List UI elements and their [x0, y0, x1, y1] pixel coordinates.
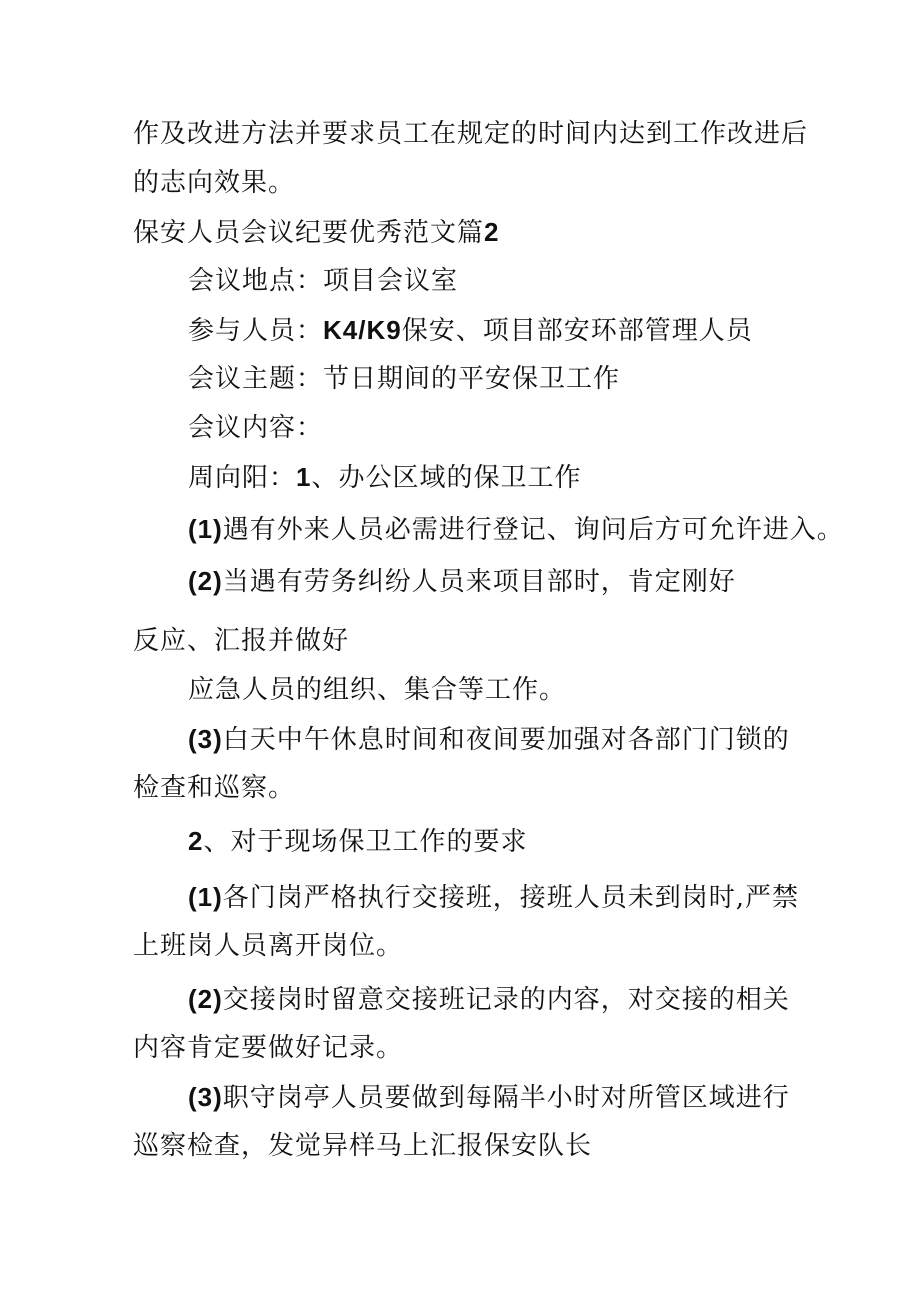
item-1-3-text-line-2: 检查和巡察。 — [133, 773, 296, 803]
item-1-1-number: (1) — [188, 514, 223, 544]
point-2-title: 、对于现场保卫工作的要求 — [203, 827, 528, 857]
item-2-3-text-line-1: 职守岗亭人员要做到每隔半小时对所管区域进行 — [222, 1083, 790, 1113]
participants-code: K4/K9 — [323, 315, 402, 345]
item-1-3-text-line-1: 白天中午休息时间和夜间要加强对各部门门锁的 — [222, 725, 790, 755]
section-title — [133, 215, 499, 250]
point-1-number: 1 — [296, 462, 312, 492]
section-title-text: 保安人员会议纪要优秀范文篇 — [133, 218, 485, 248]
item-1-2-number: (2) — [188, 566, 223, 596]
item-2-2-number: (2) — [188, 984, 223, 1014]
point-2-heading — [188, 824, 527, 859]
participants — [188, 313, 753, 348]
item-1-2-text-line-2: 反应、汇报并做好 — [133, 626, 350, 656]
meeting-place: 会议地点：项目会议室 — [188, 266, 459, 296]
speaker-prefix: 周向阳： — [188, 463, 297, 493]
item-2-1 — [188, 880, 799, 915]
section-title-number: 2 — [484, 217, 500, 247]
item-1-2 — [188, 564, 736, 599]
participants-rest: 保安、项目部安环部管理人员 — [401, 316, 753, 346]
item-1-2-text-line-3: 应急人员的组织、集合等工作。 — [188, 675, 567, 705]
item-2-2 — [188, 982, 790, 1017]
item-2-3-text-line-2: 巡察检查，发觉异样马上汇报保安队长 — [133, 1131, 593, 1161]
item-2-1-text-line-2: 上班岗人员离开岗位。 — [133, 931, 404, 961]
item-1-2-text-line-1: 当遇有劳务纠纷人员来项目部时，肯定刚好 — [222, 567, 736, 597]
item-2-3 — [188, 1080, 790, 1115]
item-1-3 — [188, 722, 790, 757]
item-2-1-text-line-1: 各门岗严格执行交接班，接班人员未到岗时,严禁 — [222, 883, 800, 913]
meeting-content-label: 会议内容： — [188, 413, 324, 443]
item-2-3-number: (3) — [188, 1082, 223, 1112]
point-1-heading — [188, 460, 582, 495]
item-1-1 — [188, 512, 844, 547]
item-2-2-text-line-2: 内容肯定要做好记录。 — [133, 1033, 404, 1063]
participants-prefix: 参与人员： — [188, 316, 324, 346]
item-2-1-number: (1) — [188, 882, 223, 912]
meeting-topic: 会议主题：节日期间的平安保卫工作 — [188, 364, 621, 394]
item-1-1-text: 遇有外来人员必需进行登记、询问后方可允许进入。 — [222, 515, 844, 545]
intro-line-1: 作及改进方法并要求员工在规定的时间内达到工作改进后 — [133, 119, 809, 149]
point-1-title: 、办公区域的保卫工作 — [311, 463, 582, 493]
intro-line-2: 的志向效果。 — [133, 168, 296, 198]
item-2-2-text-line-1: 交接岗时留意交接班记录的内容，对交接的相关 — [222, 985, 790, 1015]
item-1-3-number: (3) — [188, 724, 223, 754]
point-2-number: 2 — [188, 826, 204, 856]
